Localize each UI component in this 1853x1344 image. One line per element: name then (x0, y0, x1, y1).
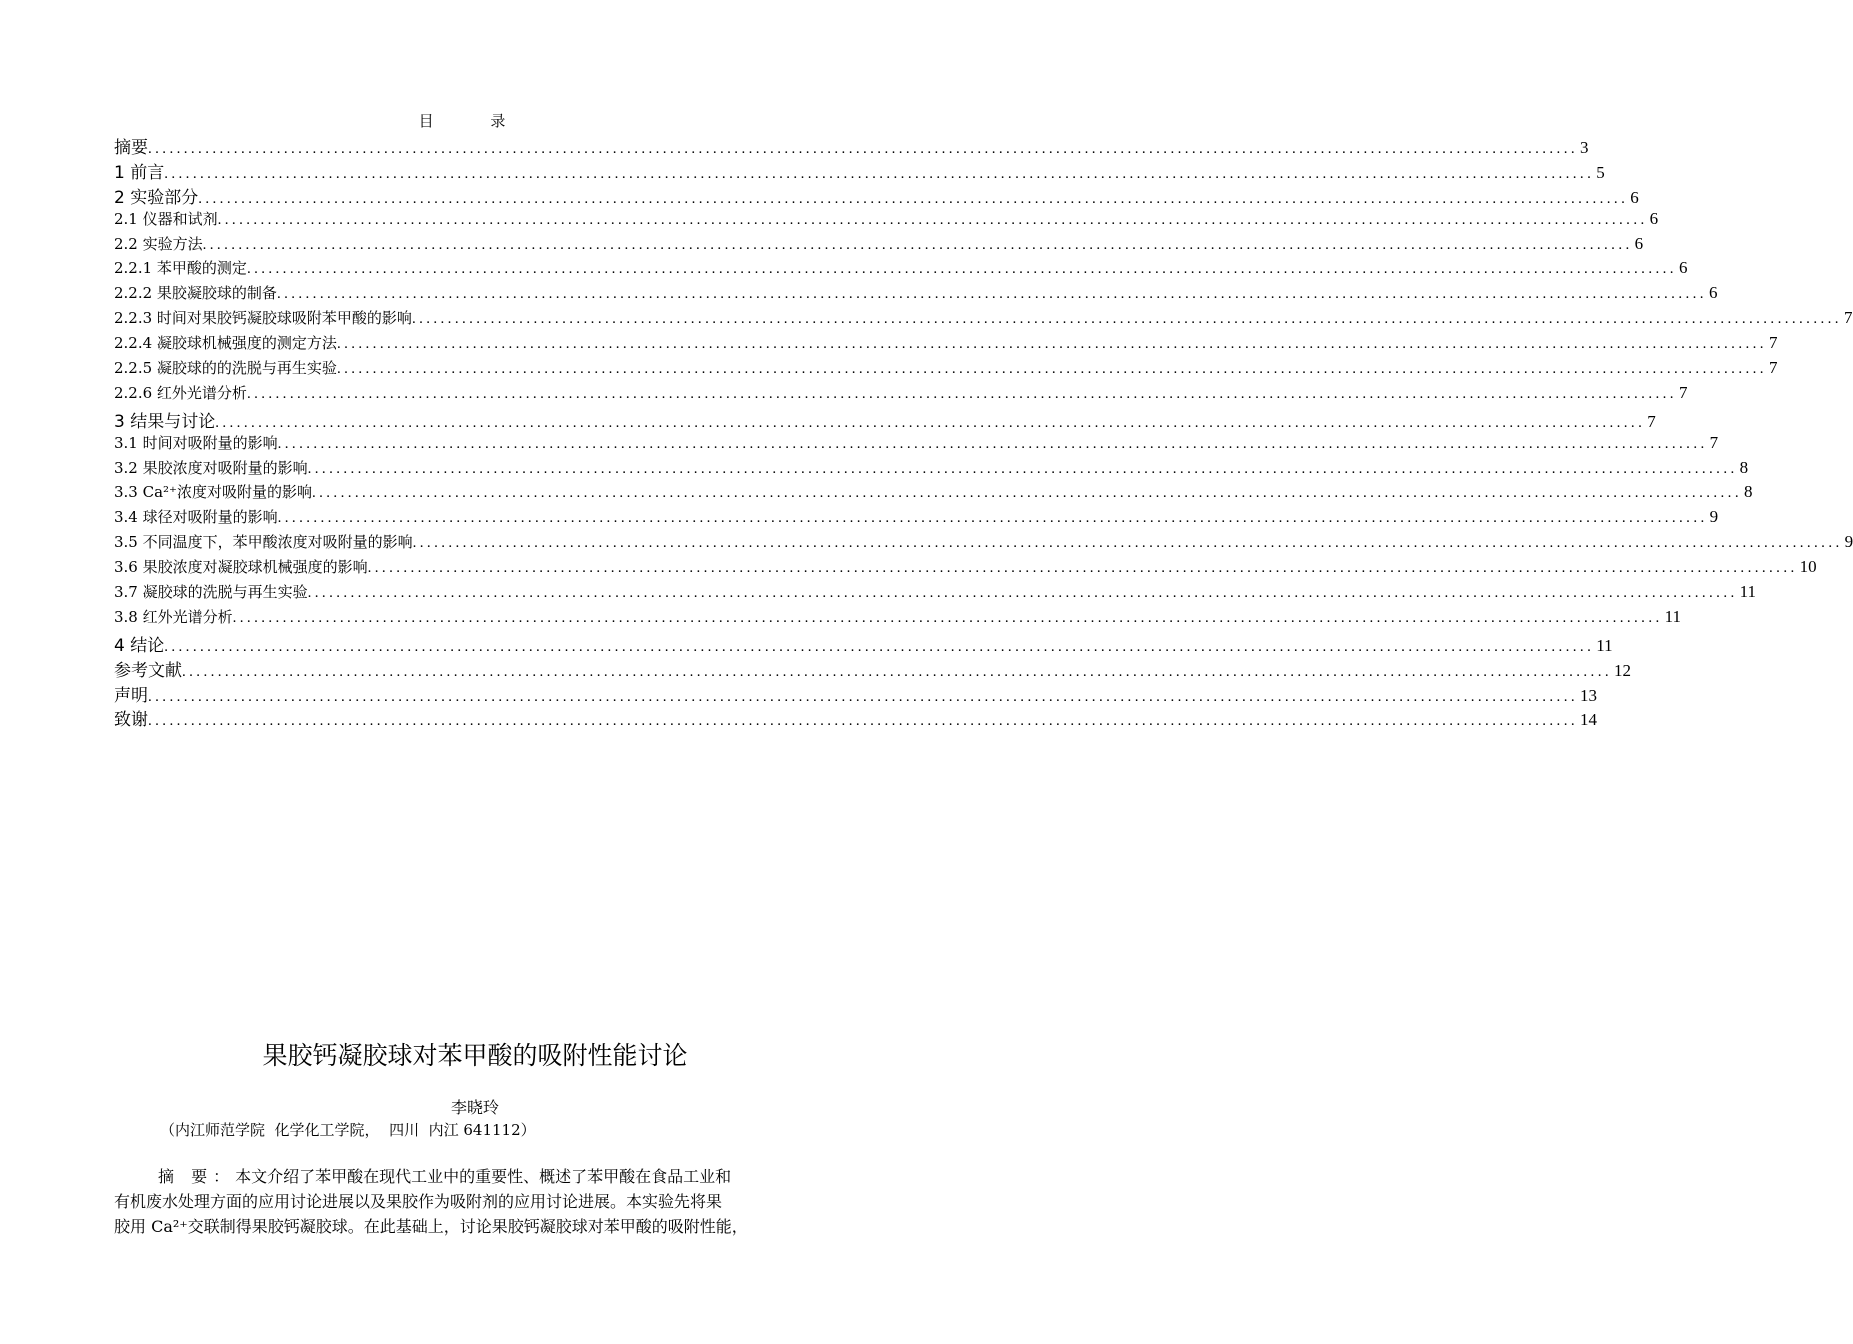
toc-entry-page: 7 (1843, 308, 1853, 328)
toc-entry-page: 6 (1678, 258, 1688, 278)
toc-dot-leader: ........................................................................................................................................................................................................ (164, 165, 1595, 182)
toc-entry-label: 3.4 球径对吸附量的影响 (114, 508, 278, 527)
toc-entry-page: 11 (1739, 582, 1756, 602)
abstract-label: 摘 要： (158, 1167, 236, 1186)
toc-entry-label: 3.3 Ca²⁺浓度对吸附量的影响 (114, 483, 312, 502)
toc-entry-page: 6 (1634, 233, 1644, 253)
toc-entry-label: 4 结论 (114, 635, 165, 656)
toc-entry-page: 12 (1614, 660, 1631, 680)
toc-dot-leader: ........................................................................................................................................................................................................ (232, 609, 1663, 626)
toc-entry-label: 3.2 果胶浓度对吸附量的影响 (114, 458, 308, 477)
toc-entry[interactable] (114, 606, 1681, 631)
toc-dot-leader: ........................................................................................................................................................................................................ (336, 336, 1767, 353)
toc-entry-page: 13 (1580, 685, 1597, 705)
toc-entry[interactable] (114, 257, 1688, 282)
toc-entry[interactable] (114, 481, 1753, 506)
toc-dot-leader: ........................................................................................................................................................................................................ (411, 311, 1842, 328)
paper-title: 果胶钙凝胶球对苯甲酸的吸附性能讨论 (262, 1041, 688, 1070)
abstract-line: 胶用 Ca²⁺交联制得果胶钙凝胶球。在此基础上，讨论果胶钙凝胶球对苯甲酸的吸附性能， (114, 1217, 748, 1236)
toc-entry[interactable] (114, 407, 1656, 432)
toc-entry-page: 8 (1739, 457, 1749, 477)
toc-entry-page: 11 (1596, 635, 1613, 655)
toc-entry-label: 3 结果与讨论 (114, 411, 216, 432)
abstract-text: 本文介绍了苯甲酸在现代工业中的重要性、概述了苯甲酸在食品工业和 (235, 1167, 732, 1186)
toc-entry-label: 3.8 红外光谱分析 (114, 607, 233, 626)
toc-entry-page: 14 (1580, 710, 1597, 730)
toc-entry[interactable] (114, 656, 1631, 681)
toc-entry-page: 10 (1799, 557, 1817, 577)
toc-entry[interactable] (114, 133, 1589, 158)
toc-entry-label: 2.2 实验方法 (114, 234, 203, 253)
toc-entry-page: 9 (1844, 532, 1853, 552)
toc-dot-leader: ........................................................................................................................................................................................................ (311, 485, 1742, 502)
toc-entry-label: 2.1 仪器和试剂 (114, 209, 218, 228)
abstract-line: 有机废水处理方面的应用讨论进展以及果胶作为吸附剂的应用讨论进展。本实验先将果 (114, 1192, 723, 1211)
toc-entry-page: 6 (1630, 187, 1639, 207)
abstract-line (114, 1164, 852, 1189)
toc-entry-label: 3.7 凝胶球的洗脱与再生实验 (114, 583, 308, 602)
toc-dot-leader: ........................................................................................................................................................................................................ (182, 663, 1612, 680)
toc-entry[interactable] (114, 681, 1597, 706)
toc-entry-label: 2.2.2 果胶凝胶球的制备 (114, 284, 277, 303)
author-affiliation: （内江师范学院 化学化工学院， 四川 内江 641112） (160, 1121, 536, 1139)
toc-entry[interactable] (114, 556, 1817, 581)
toc-entry-page: 7 (1647, 411, 1656, 431)
toc-entry-page: 7 (1768, 358, 1778, 378)
toc-entry-page: 8 (1743, 482, 1753, 502)
toc-dot-leader: ........................................................................................................................................................................................................ (148, 141, 1578, 157)
toc-dot-leader: ........................................................................................................................................................................................................ (246, 385, 1677, 402)
toc-dot-leader: ........................................................................................................................................................................................................ (246, 261, 1677, 278)
toc-entry-page: 9 (1709, 507, 1719, 527)
toc-entry-label: 2.2.4 凝胶球机械强度的测定方法 (114, 334, 337, 353)
toc-entry[interactable] (114, 581, 1756, 606)
toc-entry[interactable] (114, 307, 1853, 332)
toc-dot-leader: ........................................................................................................................................................................................................ (215, 414, 1646, 431)
toc-entry[interactable] (114, 432, 1719, 457)
toc-entry-page: 7 (1678, 382, 1688, 402)
toc-entry[interactable] (114, 158, 1605, 183)
toc-entry[interactable] (114, 531, 1853, 556)
toc-entry-page: 11 (1664, 606, 1681, 626)
toc-entry[interactable] (114, 233, 1644, 258)
table-of-contents (114, 133, 1853, 731)
toc-entry-label: 3.1 时间对吸附量的影响 (114, 433, 278, 452)
toc-entry-label: 2 实验部分 (114, 187, 199, 208)
toc-entry[interactable] (114, 357, 1778, 382)
toc-dot-leader: ........................................................................................................................................................................................................ (148, 688, 1578, 705)
toc-dot-leader: ........................................................................................................................................................................................................ (307, 585, 1738, 602)
toc-dot-leader: ........................................................................................................................................................................................................ (148, 713, 1578, 730)
toc-entry[interactable] (114, 208, 1659, 233)
toc-entry-page: 3 (1580, 138, 1589, 157)
toc-entry-label: 声明 (114, 685, 148, 706)
toc-dot-leader: ........................................................................................................................................................................................................ (277, 510, 1708, 527)
toc-entry-label: 2.2.5 凝胶球的的洗脱与再生实验 (114, 359, 337, 378)
toc-dot-leader: ........................................................................................................................................................................................................ (202, 236, 1633, 253)
toc-dot-leader: ........................................................................................................................................................................................................ (307, 460, 1738, 477)
toc-dot-leader: ........................................................................................................................................................................................................ (412, 535, 1843, 552)
toc-entry-label: 参考文献 (114, 660, 182, 681)
abstract (114, 1164, 852, 1239)
toc-dot-leader: ........................................................................................................................................................................................................ (217, 211, 1648, 228)
toc-entry[interactable] (114, 183, 1639, 208)
toc-entry[interactable] (114, 705, 1597, 731)
toc-dot-leader: ........................................................................................................................................................................................................ (277, 435, 1708, 452)
toc-entry-label: 致谢 (114, 710, 148, 731)
toc-entry[interactable] (114, 332, 1778, 357)
toc-entry[interactable] (114, 457, 1749, 482)
toc-entry-page: 5 (1596, 162, 1605, 182)
toc-entry-label: 2.2.3 时间对果胶钙凝胶球吸附苯甲酸的影响 (114, 309, 412, 328)
toc-entry-page: 6 (1649, 208, 1659, 228)
toc-entry[interactable] (114, 282, 1718, 307)
toc-entry-page: 7 (1709, 432, 1719, 452)
toc-entry-label: 3.5 不同温度下，苯甲酸浓度对吸附量的影响 (114, 533, 413, 552)
author-name: 李晓玲 (450, 1098, 499, 1117)
toc-entry-page: 6 (1708, 283, 1718, 303)
toc-title: 目 录 (418, 112, 532, 130)
toc-entry[interactable] (114, 382, 1688, 407)
toc-entry-page: 7 (1768, 333, 1778, 353)
toc-entry-label: 2.2.6 红外光谱分析 (114, 383, 247, 402)
toc-dot-leader: ........................................................................................................................................................................................................ (164, 638, 1595, 655)
toc-entry[interactable] (114, 506, 1719, 531)
toc-entry-label: 1 前言 (114, 162, 165, 183)
toc-entry-label: 摘要 (114, 138, 148, 158)
toc-dot-leader: ........................................................................................................................................................................................................ (276, 286, 1707, 303)
toc-dot-leader: ........................................................................................................................................................................................................ (367, 560, 1798, 577)
toc-dot-leader: ........................................................................................................................................................................................................ (336, 361, 1767, 378)
toc-entry-label: 3.6 果胶浓度对凝胶球机械强度的影响 (114, 558, 368, 577)
toc-dot-leader: ........................................................................................................................................................................................................ (198, 190, 1629, 207)
toc-entry-label: 2.2.1 苯甲酸的测定 (114, 259, 247, 278)
toc-entry[interactable] (114, 631, 1613, 656)
